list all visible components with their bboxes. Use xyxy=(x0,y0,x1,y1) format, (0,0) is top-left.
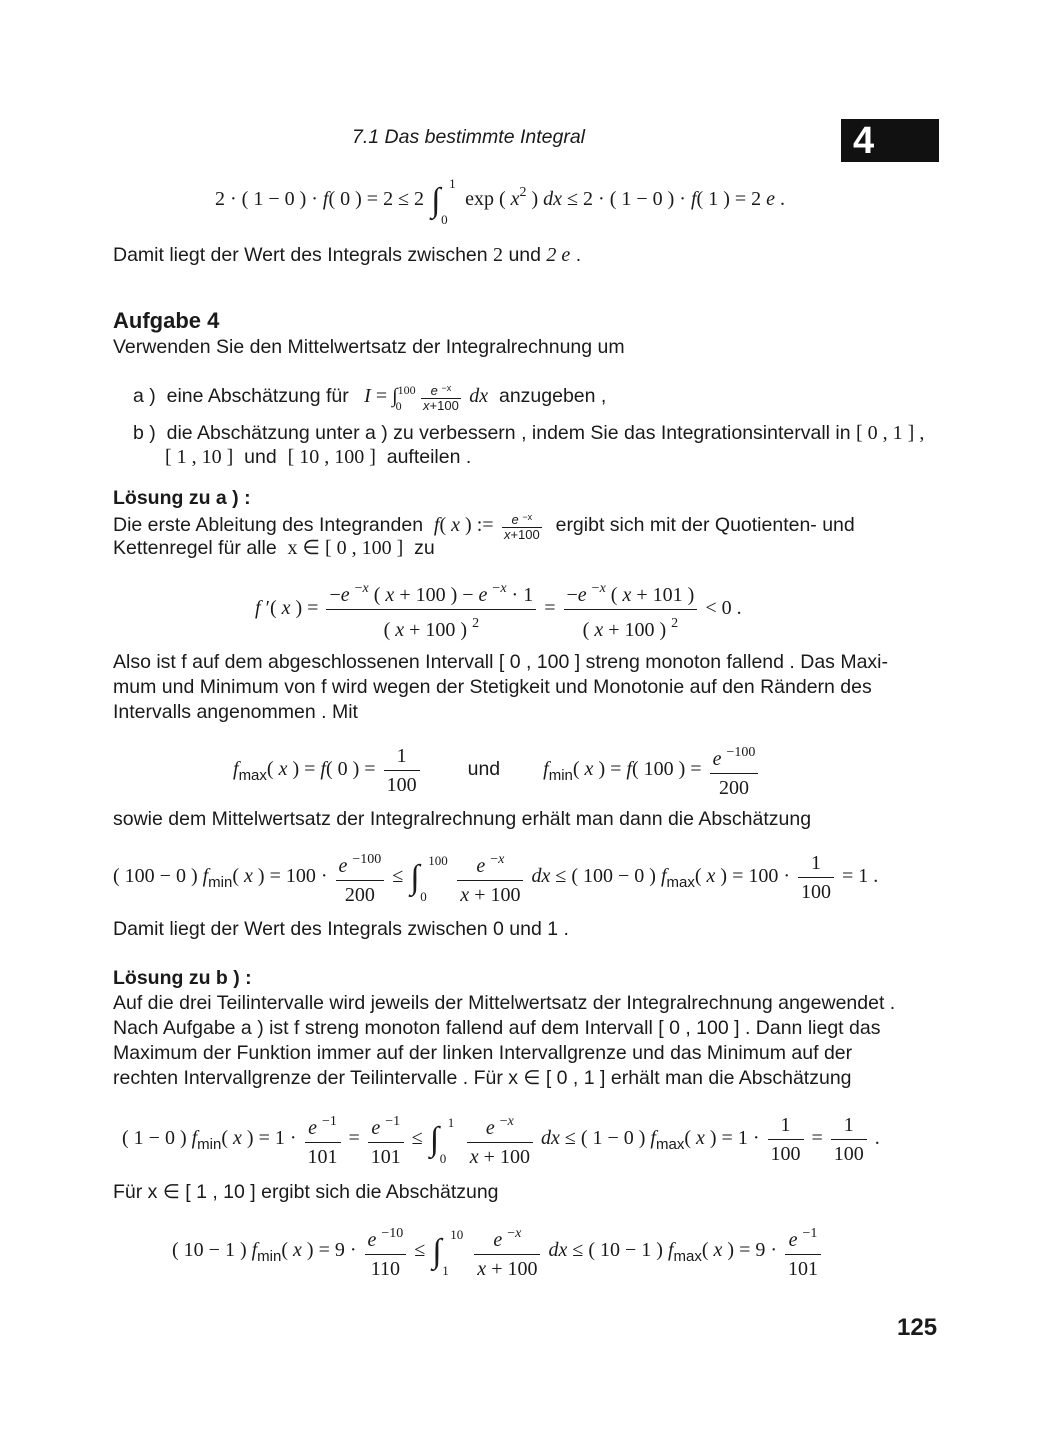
chapter-tab xyxy=(841,119,939,162)
solution-a-p1-line2: Kettenregel für alle x ∈ [ 0 , 100 ] zu xyxy=(113,537,435,559)
solution-a-p3: sowie dem Mittelwertsatz der Integralrechnung erhält man dann die Abschätzung xyxy=(113,808,812,830)
formula-top: 2 · ( 1 − 0 ) · f( 0 ) = 2 ≤ 2 ∫ 1 0 exp ( $x^2$ ) dx ≤ 2 · ( 1 − 0 ) · f( 1 ) = 2 e . xyxy=(215,176,786,227)
top-conclusion: Damit liegt der Wert des Integrals zwischen 2 und 2 e . xyxy=(113,244,582,266)
task-intro: Verwenden Sie den Mittelwertsatz der Integralrechnung um xyxy=(113,336,625,358)
task-item-b: b ) die Abschätzung unter a ) zu verbessern , indem Sie das Integrationsintervall in [ 0 , 1 ] , xyxy=(133,422,925,444)
chapter-number: 4 xyxy=(853,120,875,162)
solution-a-title: Lösung zu a ) : xyxy=(113,487,251,509)
solution-a-p2: Also ist f auf dem abgeschlossenen Intervall [ 0 , 100 ] streng monoton fallend . Das Maxi- mum und Minimum von f wird wegen der Stetigkeit und Monotonie auf den Rändern des Intervalls angenommen . Mit xyxy=(113,651,888,723)
solution-a-conclusion: Damit liegt der Wert des Integrals zwischen 0 und 1 . xyxy=(113,918,569,940)
page-number: 125 xyxy=(897,1314,938,1341)
solution-a-p1-line1: Die erste Ableitung des Integranden f( x ) := $\frac{e ^{-x}}{x+100}$ ergibt sich mit der Quotienten- und xyxy=(113,512,855,542)
solution-b-paragraph: Auf die drei Teilintervalle wird jeweils der Mittelwertsatz der Integralrechnung angewendet . Nach Aufgabe a ) ist f streng monoton fallend auf dem Intervall [ 0 , 100 ] . Dann liegt das Maximum der Funktion immer auf der linken Intervallgrenze und das Minimum auf der rechten Intervallgrenze der Teilintervalle . Für x ∈ [ 0 , 1 ] erhält man die Abschätzung xyxy=(113,992,896,1089)
solution-b-title: Lösung zu b ) : xyxy=(113,967,252,989)
formula-estimate-a: ( 100 − 0 ) $f_{min}$( x ) = 100 · $\frac{e ^{-100}}{200}$ ≤ ∫ 100 0 $\frac{e ^{-x}}{x + 100}$ dx ≤ ( 100 − 0 ) $f_{max}$( x ) = 100 · $\frac{1}{100}$ = 1 . xyxy=(113,848,878,907)
task-item-a: a ) eine Abschätzung für I = ∫$^{100}_0$ $\frac{e ^{-x}}{x+100}$ dx anzugeben , xyxy=(133,382,607,413)
solution-b-line5: Für x ∈ [ 1 , 10 ] ergibt sich die Abschätzung xyxy=(113,1181,499,1203)
formula-fmax-fmin: $f_{max}$( x ) = f( 0 ) = $\frac{1}{100}$ und $f_{min}$( x ) = f( 100 ) = $\frac{e ^{-100}}{200}$ xyxy=(233,741,761,800)
task-title: Aufgabe 4 xyxy=(113,308,220,333)
formula-estimate-b1: ( 1 − 0 ) $f_{min}$( x ) = 1 · $\frac{e ^{-1}}{101}$ = $\frac{e ^{-1}}{101}$ ≤ ∫ 1 0 $\frac{e ^{-x}}{x + 100}$ dx ≤ ( 1 − 0 ) $f_{max}$( x ) = 1 · $\frac{1}{100}$ = $\frac{1}{100}$ . xyxy=(122,1110,880,1169)
task-item-b-line2: [ 1 , 10 ] und [ 10 , 100 ] aufteilen . xyxy=(165,446,472,468)
formula-estimate-b2: ( 10 − 1 ) $f_{min}$( x ) = 9 · $\frac{e ^{-10}}{110}$ ≤ ∫ 10 1 $\frac{e ^{-x}}{x + 100}$ dx ≤ ( 10 − 1 ) $f_{max}$( x ) = 9 · $\frac{e ^{-1}}{101}$ xyxy=(172,1222,824,1281)
section-header: 7.1 Das bestimmte Integral xyxy=(352,126,586,148)
formula-derivative: f ′( x ) = $\frac{-e ^{-x} ( x + 100 ) - e ^{-x} \cdot 1}{( x + 100 ) ^2}$ = $\frac{-e ^{-x} ( x + 101 )}{( x + 100 ) ^2}$ < 0 . xyxy=(255,577,742,642)
